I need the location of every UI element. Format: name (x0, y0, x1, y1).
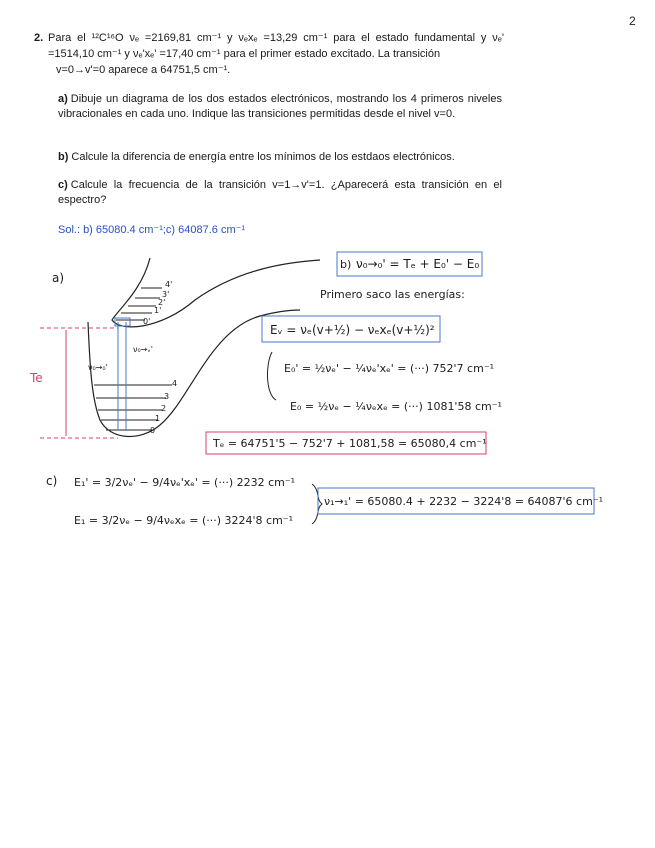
lower-level-1-label: 1 (155, 414, 161, 423)
upper-level-2-label: 2' (158, 298, 166, 307)
te-label: Te (30, 371, 43, 385)
arrow-label-right: ν₀→ᵥ' (133, 345, 153, 354)
part-c-text: Calcule la frecuencia de la transición v=1→v'=1. ¿Aparecerá esta transición en el espectro? (58, 179, 502, 206)
part-a-letter: a) (58, 93, 68, 105)
statement-line-2: v=0→v'=0 aparece a 64751,5 cm⁻¹. (56, 64, 231, 76)
upper-level-4-label: 4' (165, 280, 173, 289)
handwritten-label-b: b) (340, 258, 352, 271)
part-b-text: Calcule la diferencia de energía entre los mínimos de los estdaos electrónicos. (71, 151, 455, 163)
solution-line: Sol.: b) 65080.4 cm⁻¹;c) 64087.6 cm⁻¹ (58, 224, 246, 236)
e0-formula: E₀ = ½νₑ − ¼νₑxₑ = (···) 1081'58 cm⁻¹ (290, 400, 502, 413)
lower-level-3-label: 3 (164, 392, 170, 401)
lower-potential-curve (88, 310, 300, 436)
te-calculation: Tₑ = 64751'5 − 752'7 + 1081,58 = 65080,4 cm⁻¹ (213, 437, 487, 450)
statement-line-1: Para el ¹²C¹⁶O νₑ =2169,81 cm⁻¹ y νₑxₑ =13,29 cm⁻¹ para el estado fundamental y νₑ' =1514,10 cm⁻¹ y νₑ'xₑ' =17,40 cm⁻¹ para el primer estado excitado. La transición (48, 32, 504, 60)
nu11-calculation: ν₁→₁' = 65080.4 + 2232 − 3224'8 = 64087'6 cm⁻¹ (324, 495, 604, 508)
lower-level-0-label: 0 (150, 426, 156, 435)
e1-formula: E₁ = 3/2νₑ − 9/4νₑxₑ = (···) 3224'8 cm⁻¹ (74, 514, 294, 527)
ev-formula: Eᵥ = νₑ(v+½) − νₑxₑ(v+½)² (270, 323, 435, 337)
part-c-letter: c) (58, 179, 68, 191)
upper-level-0-label: 0' (143, 317, 151, 326)
part-a-text: Dibuje un diagrama de los dos estados electrónicos, mostrando los 4 primeros niveles vibracionales en cada uno. Indique las transiciones permitidas desde el nivel v=0. (58, 93, 502, 120)
lower-level-2-label: 2 (161, 404, 167, 413)
problem-number: 2. (34, 32, 44, 44)
intro-text: Primero saco las energías: (320, 288, 465, 301)
e1prime-formula: E₁' = 3/2νₑ' − 9/4νₑ'xₑ' = (···) 2232 cm⁻¹ (74, 476, 296, 489)
b-formula: ν₀→₀' = Tₑ + E₀' − E₀ (356, 257, 480, 271)
part-b-letter: b) (58, 151, 69, 163)
upper-level-1-label: 1' (154, 306, 162, 315)
potential-energy-diagram (29, 258, 320, 438)
handwritten-label-c: c) (46, 474, 58, 488)
lower-level-4-label: 4 (172, 379, 178, 388)
e0prime-formula: E₀' = ½νₑ' − ¼νₑ'xₑ' = (···) 752'7 cm⁻¹ (284, 362, 495, 375)
handwritten-label-a: a) (52, 271, 65, 285)
upper-level-3-label: 3' (162, 290, 170, 299)
page-number: 2 (629, 14, 636, 28)
arrow-label-left: ν₀→₀' (88, 363, 108, 372)
